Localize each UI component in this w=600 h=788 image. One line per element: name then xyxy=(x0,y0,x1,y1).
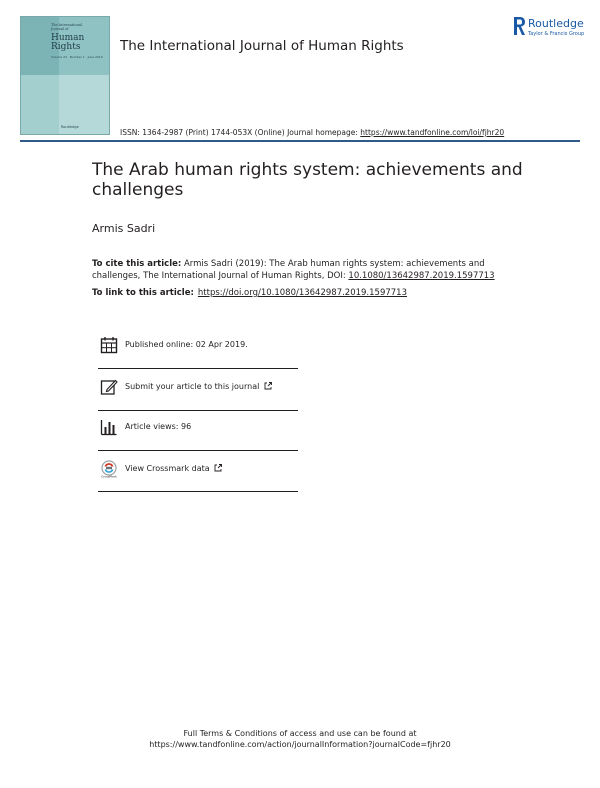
doi-link[interactable]: 10.1080/13642987.2019.1597713 xyxy=(348,271,495,281)
submit-article-link[interactable] xyxy=(125,382,272,391)
article-views-item xyxy=(98,418,298,448)
bar-chart-icon xyxy=(100,418,118,436)
link-label: To link to this article: xyxy=(92,288,194,298)
svg-text:CrossMark: CrossMark xyxy=(101,474,117,478)
external-link-icon xyxy=(214,464,222,472)
footer xyxy=(0,728,600,750)
article-author: Armis Sadri xyxy=(92,222,156,235)
meta-divider xyxy=(98,491,298,492)
publisher-logo xyxy=(512,16,592,42)
meta-divider xyxy=(98,410,298,411)
publisher-tagline: Taylor & Francis Group xyxy=(528,31,585,37)
cover-small-text: The International Journal of xyxy=(51,23,82,31)
article-views-count: Article views: 96 xyxy=(125,422,192,431)
header-divider xyxy=(20,140,580,142)
meta-divider xyxy=(98,450,298,451)
meta-divider xyxy=(98,368,298,369)
crossmark-item[interactable] xyxy=(98,460,298,490)
citation-block xyxy=(92,258,532,282)
cover-publisher-logo: Routledge xyxy=(61,125,79,129)
publisher-name: Routledge xyxy=(528,17,584,30)
submit-article-label: Submit your article to this journal xyxy=(125,382,260,391)
edit-icon xyxy=(100,378,118,396)
journal-title: The International Journal of Human Rights xyxy=(120,38,404,54)
cover-title: Human Rights xyxy=(51,33,85,52)
journal-homepage-link[interactable]: https://www.tandfonline.com/loi/fjhr20 xyxy=(360,128,505,137)
footer-terms-link[interactable]: https://www.tandfonline.com/action/journalInformation?journalCode=fjhr20 xyxy=(149,740,451,749)
article-url-link[interactable]: https://doi.org/10.1080/13642987.2019.1597713 xyxy=(197,288,407,298)
external-link-icon xyxy=(264,382,272,390)
cover-volume: Volume 23 · Number 1 · June 2019 xyxy=(51,55,103,59)
article-title: The Arab human rights system: achievements and challenges xyxy=(92,160,523,200)
cite-label: To cite this article: xyxy=(92,259,182,269)
submit-article-item[interactable] xyxy=(98,378,298,408)
footer-terms-text: Full Terms & Conditions of access and use can be found at xyxy=(183,729,417,738)
crossmark-label: View Crossmark data xyxy=(125,464,210,473)
crossmark-link[interactable] xyxy=(125,464,222,473)
published-date: Published online: 02 Apr 2019. xyxy=(125,340,248,349)
routledge-icon xyxy=(512,16,526,36)
link-line xyxy=(92,288,407,298)
issn-text: ISSN: 1364-2987 (Print) 1744-053X (Online) Journal homepage: xyxy=(120,128,361,137)
calendar-icon xyxy=(100,336,118,354)
journal-cover-thumbnail xyxy=(20,16,110,135)
crossmark-icon xyxy=(100,460,118,478)
published-online-item xyxy=(98,336,298,366)
cite-text: Armis Sadri (2019): The Arab human rights system: achievements and challenges, The International Journal of Human Rights, DOI: xyxy=(92,259,485,281)
issn-line xyxy=(120,128,504,137)
